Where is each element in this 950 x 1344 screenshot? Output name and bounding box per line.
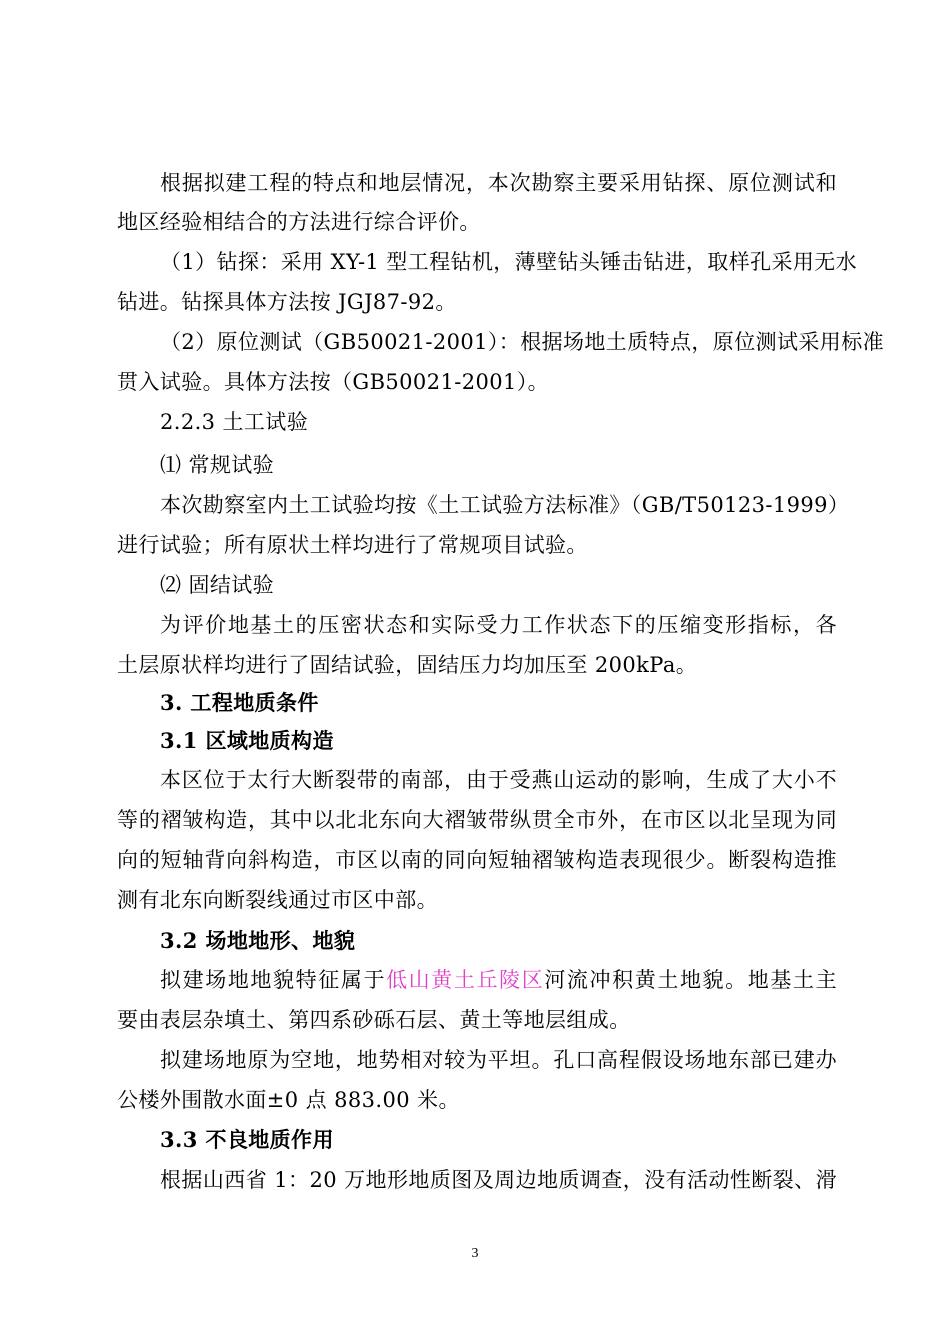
- subsection-heading: ⑴ 常规试验: [160, 453, 275, 477]
- paragraph-line: 拟建场地原为空地，地势相对较为平坦。孔口高程假设场地东部已建办: [160, 1048, 837, 1072]
- paragraph-line: 要由表层杂填土、第四系砂砾石层、黄土等地层组成。: [117, 1008, 631, 1032]
- paragraph-line: （1）钻探：采用 XY-1 型工程钻机，薄壁钻头锤击钻进，取样孔采用无水: [160, 250, 858, 274]
- paragraph-line: 本区位于太行大断裂带的南部，由于受燕山运动的影响，生成了大小不: [160, 768, 837, 792]
- paragraph-line: [160, 965, 837, 995]
- paragraph-line: （2）原位测试（GB50021-2001）：根据场地土质特点，原位测试采用标准: [160, 330, 885, 354]
- paragraph-line: 本次勘察室内土工试验均按《土工试验方法标准》（GB/T50123-1999）: [160, 493, 850, 517]
- paragraph-line: 土层原状样均进行了固结试验，固结压力均加压至 200kPa。: [117, 653, 698, 677]
- highlighted-term: 低山黄土丘陵区: [386, 968, 545, 992]
- paragraph-line: 进行试验；所有原状土样均进行了常规项目试验。: [117, 533, 588, 557]
- paragraph-line: 等的褶皱构造，其中以北北东向大褶皱带纵贯全市外，在市区以北呈现为同: [117, 808, 837, 832]
- paragraph-line: 地区经验相结合的方法进行综合评价。: [117, 210, 481, 234]
- text-run: 拟建场地地貌特征属于: [160, 968, 387, 992]
- paragraph-line: 贯入试验。具体方法按（GB50021-2001）。: [117, 370, 550, 394]
- section-heading: 3.3 不良地质作用: [160, 1127, 334, 1152]
- paragraph-line: 公楼外围散水面±0 点 883.00 米。: [117, 1088, 460, 1112]
- paragraph-line: 向的短轴背向斜构造，市区以南的同向短轴褶皱构造表现很少。断裂构造推: [117, 848, 837, 872]
- chapter-heading: 3. 工程地质条件: [160, 690, 319, 715]
- page-number: 3: [471, 1246, 479, 1261]
- paragraph-line: 根据拟建工程的特点和地层情况，本次勘察主要采用钻探、原位测试和: [160, 171, 837, 195]
- paragraph-line: 根据山西省 1：20 万地形地质图及周边地质调查，没有活动性断裂、滑: [160, 1168, 837, 1192]
- paragraph-line: 钻进。钻探具体方法按 JGJ87-92。: [117, 290, 457, 314]
- section-heading: 3.2 场地地形、地貌: [160, 928, 356, 953]
- subsection-heading: ⑵ 固结试验: [160, 573, 275, 597]
- section-heading: 2.2.3 土工试验: [160, 410, 309, 434]
- paragraph-line: 为评价地基土的压密状态和实际受力工作状态下的压缩变形指标，各: [160, 613, 837, 637]
- text-run: 河流冲积黄土地貌。地基土主: [544, 968, 837, 992]
- section-heading: 3.1 区域地质构造: [160, 728, 334, 753]
- paragraph-line: 测有北东向断裂线通过市区中部。: [117, 888, 438, 912]
